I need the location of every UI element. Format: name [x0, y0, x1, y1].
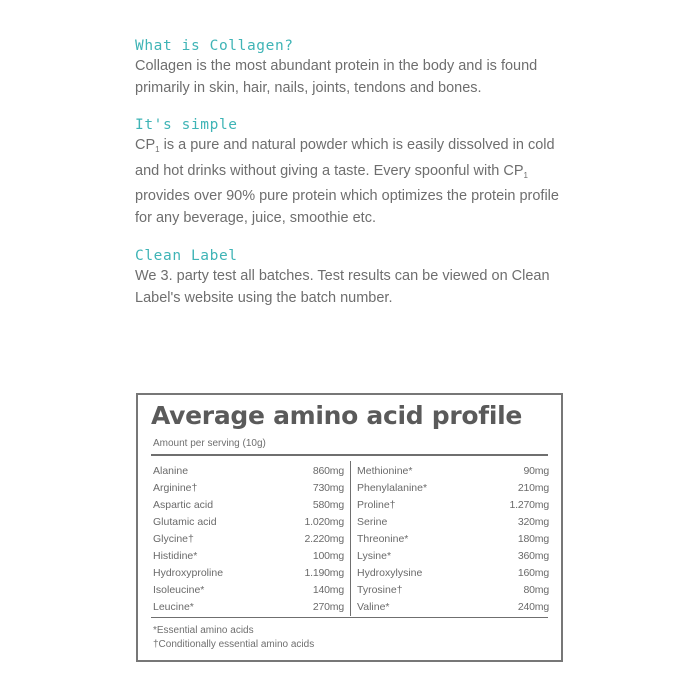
amino-acid-name: Hydroxylysine [357, 567, 423, 579]
amino-acid-name: Methionine* [357, 465, 413, 477]
amino-acid-name: Glutamic acid [153, 516, 217, 528]
amino-acid-row [357, 582, 549, 599]
amino-acid-row [153, 582, 344, 599]
amino-acid-row [153, 565, 344, 582]
amino-acid-row [357, 599, 549, 616]
amino-acid-name: Phenylalanine* [357, 482, 428, 494]
its-simple-section [135, 115, 575, 229]
footnotes [153, 624, 314, 652]
amino-acid-name: Glycine† [153, 533, 194, 545]
footnote-conditional: †Conditionally essential amino acids [153, 639, 315, 650]
clean-label-body: We 3. party test all batches. Test results can be viewed on Clean Label's website using the batch number. [135, 268, 550, 306]
amino-acid-amount: 2.220mg [304, 533, 344, 545]
amino-acid-row [153, 463, 344, 480]
amino-acid-amount: 860mg [312, 465, 344, 477]
amino-acid-name: Alanine [153, 465, 189, 477]
amino-acid-amount: 320mg [517, 516, 549, 528]
amino-acid-row [357, 565, 549, 582]
its-simple-subscript-1: 1 [155, 145, 160, 154]
amino-acid-amount: 160mg [517, 567, 549, 579]
amino-acid-column-left [153, 463, 344, 616]
its-simple-heading: It's simple [135, 117, 238, 133]
amino-acid-name: Histidine* [153, 550, 198, 562]
amino-acid-name: Arginine† [153, 482, 198, 494]
amino-acid-row [357, 548, 549, 565]
amino-acid-profile-panel [136, 393, 563, 662]
its-simple-text-c: provides over 90% pure protein which optimizes the protein profile for any beverage, juice, smoothie etc. [135, 188, 559, 226]
its-simple-subscript-2: 1 [523, 170, 528, 180]
amino-acid-amount: 1.270mg [509, 499, 549, 511]
serving-size-label: Amount per serving (10g) [153, 438, 266, 449]
amino-acid-name: Aspartic acid [153, 499, 214, 511]
amino-acid-profile-title: Average amino acid profile [151, 401, 523, 430]
amino-acid-name: Threonine* [357, 533, 409, 545]
amino-acid-name: Leucine* [153, 601, 194, 613]
its-simple-text-b: is a pure and natural powder which is easily dissolved in cold and hot drinks without giving a taste. Every spoonful with CP [135, 137, 555, 179]
amino-acid-row [357, 497, 549, 514]
intro-text [135, 36, 575, 323]
amino-acid-row [153, 548, 344, 565]
amino-acid-row [357, 531, 549, 548]
amino-acid-name: Hydroxyproline [153, 567, 224, 579]
what-is-collagen-heading: What is Collagen? [135, 38, 294, 54]
amino-acid-amount: 90mg [523, 465, 549, 477]
amino-acid-row [357, 480, 549, 497]
amino-acid-amount: 730mg [312, 482, 344, 494]
amino-acid-amount: 100mg [312, 550, 344, 562]
amino-acid-amount: 240mg [517, 601, 549, 613]
amino-acid-name: Serine [357, 516, 388, 528]
amino-acid-amount: 1.020mg [304, 516, 344, 528]
what-is-collagen-body: Collagen is the most abundant protein in the body and is found primarily in skin, hair, nails, joints, tendons and bones. [135, 58, 538, 96]
column-divider [350, 461, 351, 616]
what-is-collagen-section [135, 36, 575, 99]
bottom-divider [151, 617, 548, 618]
amino-acid-row [357, 514, 549, 531]
amino-acid-name: Isoleucine* [153, 584, 205, 596]
amino-acid-name: Proline† [357, 499, 396, 511]
its-simple-body [135, 135, 575, 229]
amino-acid-amount: 80mg [523, 584, 549, 596]
amino-acid-column-right [357, 463, 549, 616]
amino-acid-amount: 210mg [517, 482, 549, 494]
amino-acid-row [153, 531, 344, 548]
clean-label-section [135, 246, 575, 309]
amino-acid-name: Tyrosine† [357, 584, 403, 596]
amino-acid-row [357, 463, 549, 480]
amino-acid-amount: 270mg [312, 601, 344, 613]
its-simple-text-a: CP [135, 137, 156, 153]
amino-acid-amount: 580mg [312, 499, 344, 511]
amino-acid-amount: 180mg [517, 533, 549, 545]
top-divider [151, 454, 548, 456]
amino-acid-name: Valine* [357, 601, 390, 613]
amino-acid-row [153, 514, 344, 531]
clean-label-heading: Clean Label [135, 248, 238, 264]
amino-acid-row [153, 480, 344, 497]
amino-acid-amount: 360mg [517, 550, 549, 562]
footnote-essential: *Essential amino acids [153, 625, 254, 636]
amino-acid-table [151, 463, 548, 616]
amino-acid-row [153, 497, 344, 514]
amino-acid-amount: 140mg [312, 584, 344, 596]
amino-acid-amount: 1.190mg [304, 567, 344, 579]
amino-acid-name: Lysine* [357, 550, 392, 562]
amino-acid-row [153, 599, 344, 616]
